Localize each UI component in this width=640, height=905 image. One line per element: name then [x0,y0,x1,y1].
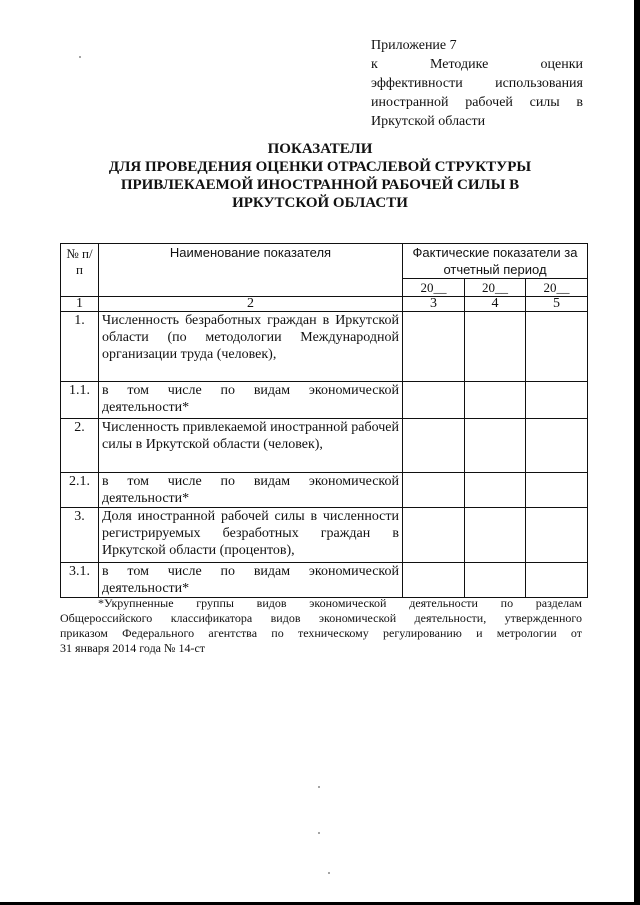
table-row [61,508,588,563]
row-value [465,508,526,563]
row-number: 1. [61,312,99,382]
row-value [403,419,465,473]
row-value [526,508,588,563]
appendix-line: эффективности использования [371,76,583,91]
footnote-line: 31 января 2014 года № 14-ст [60,641,206,655]
row-number: 3.1. [61,563,99,598]
row-value [526,382,588,419]
row-value [403,382,465,419]
column-number: 1 [61,297,99,312]
row-number: 2. [61,419,99,473]
row-value [465,473,526,508]
appendix-line: иностранной рабочей силы в [371,95,583,110]
row-value [403,508,465,563]
row-name: в том числе по видам экономической деятельности* [99,382,403,419]
row-value [465,419,526,473]
row-value [465,382,526,419]
title-line: ПОКАЗАТЕЛИ [267,141,373,157]
scan-speck [318,786,320,788]
row-number: 1.1. [61,382,99,419]
row-number: 3. [61,508,99,563]
appendix-line: к Методике оценки [371,57,583,72]
scan-speck [318,832,320,834]
footnote-line: *Укрупненные группы видов экономической деятельности по разделам [98,596,582,610]
header-facts: Фактические показатели за отчетный период [403,244,588,279]
column-number: 5 [526,297,588,312]
row-value [526,473,588,508]
row-value [465,312,526,382]
row-value [526,419,588,473]
header-name: Наименование показателя [99,244,403,297]
row-value [403,473,465,508]
footnote-line: приказом Федерального агентства по техническому регулированию и метрологии от [60,626,582,640]
row-value [526,563,588,598]
table-row [61,382,588,419]
header-year: 20__ [465,279,526,297]
row-name: в том числе по видам экономической деятельности* [99,473,403,508]
header-year: 20__ [403,279,465,297]
title-line: ИРКУТСКОЙ ОБЛАСТИ [232,195,408,211]
row-name: Численность привлекаемой иностранной рабочей силы в Иркутской области (человек), [99,419,403,473]
header-year: 20__ [526,279,588,297]
row-name: Доля иностранной рабочей силы в численности регистрируемых безработных граждан в Иркутской области (процентов), [99,508,403,563]
appendix-line: Приложение 7 [371,38,457,53]
column-number: 4 [465,297,526,312]
scan-edge-right [634,0,640,905]
row-value [403,312,465,382]
table-row [61,473,588,508]
row-name: в том числе по видам экономической деятельности* [99,563,403,598]
column-number: 2 [99,297,403,312]
row-number: 2.1. [61,473,99,508]
footnote-line: Общероссийского классификатора видов экономической деятельности, утвержденного [60,611,582,625]
table-row [61,419,588,473]
title-line: ПРИВЛЕКАЕМОЙ ИНОСТРАННОЙ РАБОЧЕЙ СИЛЫ В [120,177,520,193]
column-number: 3 [403,297,465,312]
appendix-header [371,36,583,131]
scan-speck [79,56,81,58]
footnote [60,596,582,656]
row-name: Численность безработных граждан в Иркутской области (по методологии Международной организации труда (человек), [99,312,403,382]
appendix-line: Иркутской области [371,114,486,129]
table-row [61,312,588,382]
table-header-row [61,244,588,279]
title-line: ДЛЯ ПРОВЕДЕНИЯ ОЦЕНКИ ОТРАСЛЕВОЙ СТРУКТУРЫ [108,159,532,175]
row-value [403,563,465,598]
column-numbers-row [61,297,588,312]
row-value [465,563,526,598]
row-value [526,312,588,382]
indicators-table [60,243,588,598]
document-title [60,140,580,212]
scan-speck [328,872,330,874]
header-num: № п/п [61,244,99,297]
table-row [61,563,588,598]
